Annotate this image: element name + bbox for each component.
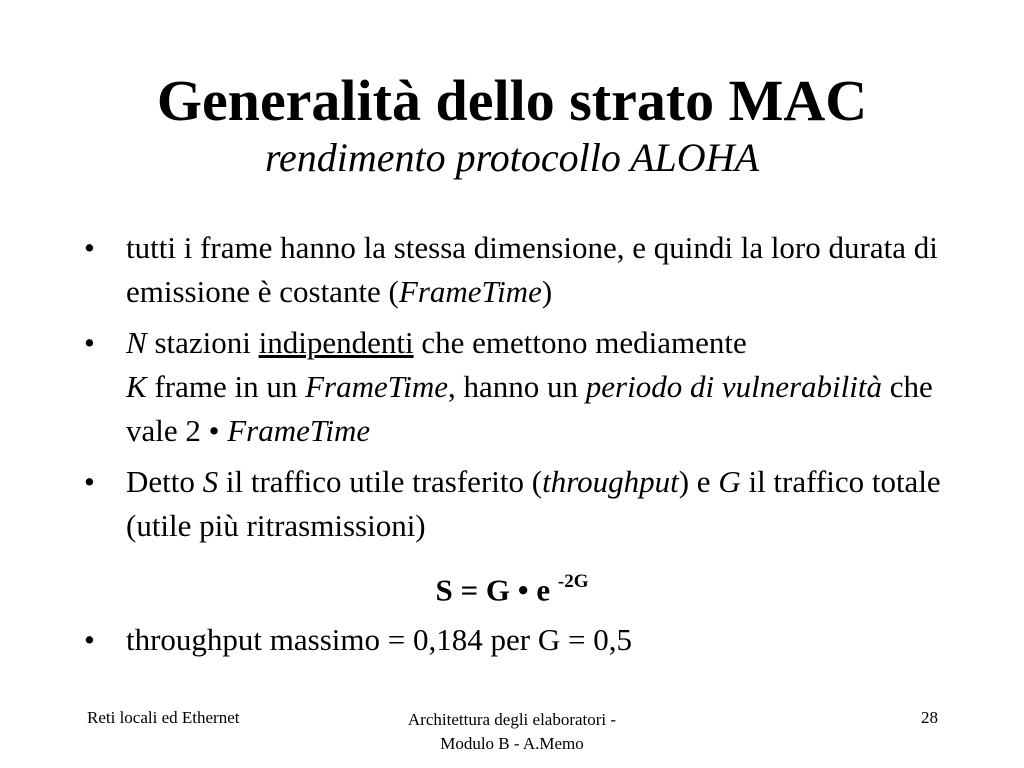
bullet-icon: • <box>84 325 95 360</box>
bullet-text: frame in un <box>146 369 306 404</box>
bullet-list-final <box>84 618 964 669</box>
bullet-icon: • <box>84 464 95 499</box>
bullet-term: FrameTime <box>227 413 371 448</box>
bullet-icon: • <box>84 230 95 265</box>
bullet-term: FrameTime <box>305 369 449 404</box>
bullet-variable: S <box>202 464 219 499</box>
formula-exponent: -2G <box>557 571 589 592</box>
bullet-text: il traffico totale (utile più ritrasmissioni) <box>126 464 941 543</box>
bullet-item-max-throughput <box>84 618 964 662</box>
bullet-text: il traffico utile trasferito ( <box>218 464 543 499</box>
slide-title: Generalità dello strato MAC <box>156 68 868 133</box>
bullet-item-frame-size <box>84 226 964 314</box>
bullet-term: periodo di vulnerabilità <box>585 369 882 404</box>
bullet-variable: G <box>718 464 741 499</box>
bullet-text: Detto <box>126 464 203 499</box>
footer-course-line-2: Modulo B - A.Memo <box>440 734 584 753</box>
bullet-variable: N <box>126 325 147 360</box>
bullet-list <box>84 226 964 555</box>
footer-course-line-1: Architettura degli elaboratori - <box>407 710 617 729</box>
slide-subtitle: rendimento protocollo ALOHA <box>264 135 760 180</box>
throughput-formula <box>0 562 1024 612</box>
formula-base: S = G • e <box>435 572 558 608</box>
bullet-term: throughput <box>542 464 679 499</box>
bullet-item-stations <box>84 321 964 453</box>
bullet-underlined: indipendenti <box>258 325 414 360</box>
bullet-term: FrameTime <box>398 274 542 309</box>
footer-course-info <box>362 708 662 756</box>
bullet-text: che emettono mediamente <box>413 325 747 360</box>
bullet-text: stazioni <box>146 325 259 360</box>
bullet-text: ) e <box>678 464 719 499</box>
bullet-item-traffic <box>84 460 964 548</box>
bullet-text: ) <box>541 274 553 309</box>
footer-course-title: Reti locali ed Ethernet <box>87 708 240 727</box>
bullet-variable: K <box>126 369 147 404</box>
page-number: 28 <box>921 708 938 727</box>
bullet-text: , hanno un <box>448 369 586 404</box>
bullet-text: che vale 2 • <box>126 369 933 448</box>
bullet-text: tutti i frame hanno la stessa dimensione, e quindi la loro durata di emissione è costante ( <box>126 230 938 309</box>
bullet-text: throughput massimo = 0,184 per G = 0,5 <box>126 622 632 657</box>
bullet-icon: • <box>84 622 95 657</box>
